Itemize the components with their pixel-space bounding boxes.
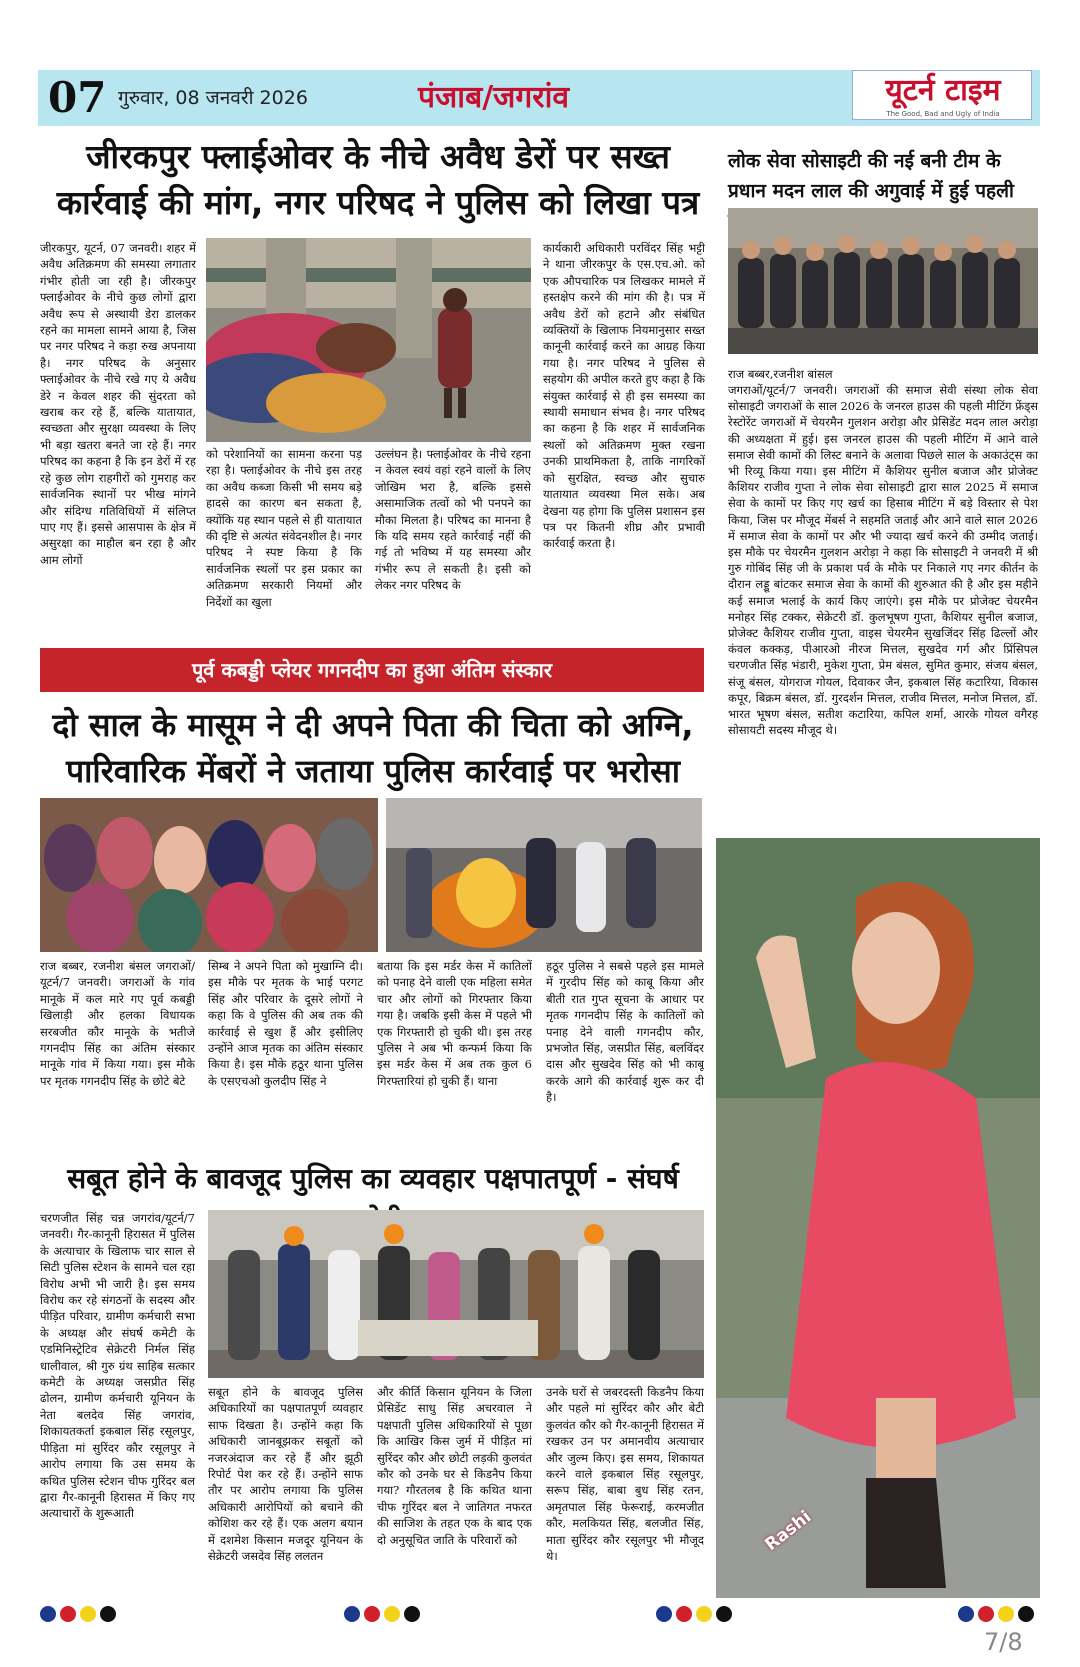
story2-column-4: हठूर पुलिस ने सबसे पहले इस मामले में गुरदीप सिंह को काबू किया और बीती रात गुप्त सूचना के आधार पर मृतक गगनदीप सिंह के कातिलों को पनाह देने वाली गगनदीप कौर, प्रभजोत सिंह, जसप्रीत सिंह, बलविंदर दास और सुखदेव सिंह को भी काबू करके आगे की कार्रवाई शुरू कर दी है। (546, 959, 704, 1105)
story2-column-1: राज बब्बर, रजनीश बंसल जगराओं/यूटर्न/7 जनवरी। जगराओं के गांव मानूके में कल मारे गए पूर्व कबड्डी खिलाड़ी और हलका विधायक सरबजीत कौर मानूके के भतीजे गगनदीप सिंह का अंतिम संस्कार मानूके गांव में किया गया। इस मौके पर मृतक गगनदीप सिंह के छोटे बेटे (40, 959, 195, 1088)
meeting-photo (728, 208, 1038, 354)
story3-headline: सबूत होने के बावजूद पुलिस का व्यवहार पक्षपातपूर्ण - संघर्ष (67, 1162, 679, 1195)
ad-photo (716, 838, 1040, 1598)
encampment-photo (206, 238, 531, 442)
story1-headline: जीरकपुर फ्लाईओवर के नीचे अवैध डेरों पर सख्त कार्रवाई की मांग, नगर परिषद ने पुलिस को लिखा पत्र (56, 137, 700, 222)
story-right-headline: लोक सेवा सोसाइटी की नई बनी टीम के प्रधान मदन लाल की अगुवाई में हुई पहली (728, 150, 1014, 202)
ad-watermark-label: Rashi (761, 1506, 816, 1556)
registration-dots-2 (344, 1606, 434, 1624)
protest-photo (208, 1210, 704, 1378)
protest-image (208, 1210, 704, 1378)
story3-column-3: और कीर्ति किसान यूनियन के जिला प्रेसिडेंट साधु सिंह अचरवाल ने पक्षपाती पुलिस अधिकारियों से पूछा कि आखिर किस जुर्म में पीड़ित मां सुरिंदर कौर और छोटी लड़की कुलवंत कौर को उनके घर से किडनैप किया गया? गौरतलब है कि कथित थाना चीफ गुरिंदर बल ने जातिगत नफरत की साजिश के तहत एक के बाद एक दो अनुसूचित जाति के परिवारों को (377, 1385, 532, 1547)
story1-column-4: कार्यकारी अधिकारी परविंदर सिंह भट्टी ने थाना जीरकपुर के एस.एच.ओ. को एक औपचारिक पत्र लिखकर मामले में हस्तक्षेप करने की मांग की है। पत्र में अवैध डेरों को हटाने और संबंधित व्यक्तियों के खिलाफ नियमानुसार सख्त कानूनी कार्रवाई करने का आग्रह किया गया है। नगर परिषद ने पुलिस से सहयोग की अपील करते हुए कहा है कि संयुक्त कार्रवाई से ही इस समस्या का स्थायी समाधान संभव है। नगर परिषद का कहना है कि शहर में सार्वजनिक स्थलों को अतिक्रमण मुक्त रखना उनकी प्राथमिकता है, ताकि नागरिकों को सुरक्षित, स्वच्छ और सुचारु यातायात व्यवस्था मिल सके। अब देखना यह होगा कि पुलिस प्रशासन इस पत्र पर कितनी शीघ्र और प्रभावी कार्रवाई करता है। (543, 241, 705, 551)
story1-column-2: को परेशानियों का सामना करना पड़ रहा है। फ्लाईओवर के नीचे इस तरह का अवैध कब्जा किसी भी समय बड़े हादसे का कारण बन सकता है, क्योंकि यह स्थान पहले से ही यातायात की दृष्टि से अत्यंत संवेदनशील है। नगर परिषद ने स्पष्ट किया है कि सार्वजनिक स्थलों पर इस प्रकार का अतिक्रमण सरकारी नियमों और निर्देशों का खुला (206, 447, 362, 609)
story3-column-4: उनके घरों से जबरदस्ती किडनैप किया और पहले मां सुरिंदर कौर और बेटी कुलवंत कौर को गैर-कानूनी हिरासत में रखकर उन पर अमानवीय अत्याचार और जुल्म किए। इस समय, शिकायत करने वाले इकबाल सिंह रसूलपुर, सरूप सिंह, बाबा बुध सिंह रतन, अमृतपाल सिंह फेरूराई, करमजीत कौर, मलकियत सिंह, बलजीत सिंह, माता सुरिंदर कौर रसूलपुर भी मौजूद थे। (546, 1385, 704, 1564)
cremation-image (386, 798, 702, 952)
section-title: पंजाब/जगरांव (418, 80, 570, 115)
mourners-image (40, 798, 378, 952)
logo-text: यूटर्न टाइम (885, 73, 1001, 108)
story-right-body: जगराओं/यूटर्न/7 जनवरी। जगराओं की समाज सेवी संस्था लोक सेवा सोसाइटी जगराओं के साल 2026 के जनरल हाउस की पहली मीटिंग फ्रेंड्स रेस्टोरेंट जगराओं में चेयरमैन गुलशन अरोड़ा और प्रेसिडेंट मदन लाल अरोड़ा की अध्यक्षता में हुई। इस जनरल हाउस की पहली मीटिंग में आने वाले समाज सेवी कामों की लिस्ट बनाने के अलावा पिछले साल के अकाउंट्स का भी रिव्यू किया गया। इस मीटिंग में कैशियर सुनील बजाज और प्रोजेक्ट कैशियर राजीव गुप्ता ने लोक सेवा सोसाइटी द्वारा साल 2025 में समाज सेवा के कामों पर किए गए खर्च का हिसाब मीटिंग में बड़े विस्तार से पेश किया, जिस पर मौजूद मेंबर्स ने सहमति जताई और आने वाले साल 2026 में समाज सेवा के कामों पर और भी ज्यादा खर्च करने की उम्मीद जताई। इस मौके पर चेयरमैन गुलशन अरोड़ा ने कहा कि सोसाइटी ने जनवरी में श्री गुरु गोबिंद सिंह जी के प्रकाश पर्व के मौके पर निकाले गए नगर कीर्तन के दौरान लड्डू बांटकर समाज सेवा के कामों की शुरुआत की है और इस महीने कई समाज भलाई के कार्य किए जाएंगे। इस मौके पर प्रोजेक्ट चेयरमैन मनोहर सिंह टक्कर, सेक्रेटरी डॉ. कुलभूषण गुप्ता, कैशियर सुनील बजाज, प्रोजेक्ट कैशियर राजीव गुप्ता, वाइस चेयरमैन सुखजिंदर सिंह ढिल्लों और कंवल कक्कड़, पीआरओ नीरज मित्तल, सुखदेव गर्ग और प्रिंसिपल चरणजीत सिंह भंडारी, मुकेश गुप्ता, प्रेम बंसल, सुमित कुमार, संजय बंसल, संजू बंसल, योगराज गोयल, दिवाकर जैन, इकबाल सिंह कटारिया, विकास कपूर, बिक्रम बंसल, डॉ. गुरदर्शन मित्तल, राजीव मित्तल, मनोज मित्तल, डॉ. भारत भूषण बंसल, सतीश कटारिया, कपिल शर्मा, आरके गोयल वगैरह सोसायटी सदस्य मौजूद थे। (728, 383, 1038, 738)
story2-kicker-band (40, 648, 704, 692)
story1-column-1: जीरकपुर, यूटर्न, 07 जनवरी। शहर में अवैध अतिक्रमण की समस्या लगातार गंभीर होती जा रही है। जीरकपुर फ्लाईओवर के नीचे कुछ लोगों द्वारा अवैध रूप से अस्थायी डेरा डालकर रहने का मामला सामने आया है, जिस पर नगर परिषद ने कड़ा रुख अपनाया है। नगर परिषद के अनुसार फ्लाईओवर के नीचे रखे गए ये अवैध डेरे न केवल शहर की सुंदरता को खराब कर रहे हैं, बल्कि यातायात, स्वच्छता और सुरक्षा व्यवस्था के लिए भी बड़ा खतरा बनते जा रहे हैं। नगर परिषद का कहना है कि इन डेरों में रह रहे कुछ लोग राहगीरों को गुमराह कर सार्वजनिक स्थानों पर भीख मांगने और संदिग्ध गतिविधियों में संलिप्त पाए गए हैं। इससे आसपास के क्षेत्र में असुरक्षा का माहौल बन रहा है और आम लोगों (40, 241, 196, 567)
story2-kicker: पूर्व कबड्डी प्लेयर गगनदीप का हुआ अंतिम संस्कार (191, 658, 553, 682)
story3-column-2: सबूत होने के बावजूद पुलिस अधिकारियों का पक्षपातपूर्ण व्यवहार साफ दिखता है। उन्होंने कहा कि अधिकारी जानबूझकर सबूतों को नजरअंदाज कर रहे हैं और झूठी रिपोर्ट पेश कर रहे हैं। उन्होंने साफ तौर पर आरोप लगाया कि पुलिस अधिकारी आरोपियों को बचाने की कोशिश कर रहे हैं। एक अलग बयान में दशमेश किसान मजदूर यूनियन के सेक्रेटरी जसदेव सिंह ललतन (208, 1385, 363, 1564)
model-image (716, 838, 1040, 1598)
story2-headline: दो साल के मासूम ने दी अपने पिता की चिता को अग्नि, पारिवारिक मेंबरों ने जताया पुलिस कार्रवाई पर भरोसा (52, 706, 694, 790)
story3-column-1: चरणजीत सिंह चन्न जगरांव/यूटर्न/7 जनवरी। गैर-कानूनी हिरासत में पुलिस के अत्याचार के खिलाफ चार साल से सिटी पुलिस स्टेशन के सामने चल रहा विरोध अभी भी जारी है। इस समय विरोध कर रहे संगठनों के सदस्य और पीड़ित परिवार, ग्रामीण कर्मचारी सभा के अध्यक्ष और संघर्ष कमेटी के एडमिनिस्ट्रेटिव सेक्रेटरी निर्मल सिंह धालीवाल, श्री गुरु ग्रंथ साहिब सत्कार कमेटी के अध्यक्ष जसप्रीत सिंह ढोलन, ग्रामीण कर्मचारी यूनियन के नेता बलदेव सिंह जगरांव, शिकायतकर्ता इकबाल सिंह रसूलपुर, पीड़िता मां सुरिंदर कौर रसूलपुर ने आरोप लगाया कि उस समय के कथित पुलिस स्टेशन चीफ गुरिंदर बल द्वारा गैर-कानूनी हिरासत में किए गए अत्याचारों के शुरूआती (40, 1211, 195, 1521)
mourners-photo (40, 798, 378, 952)
issue-date: गुरुवार, 08 जनवरी 2026 (118, 87, 308, 109)
registration-dots-3 (656, 1606, 746, 1624)
cremation-photo (386, 798, 702, 952)
registration-dots-4 (958, 1606, 1048, 1624)
story1-photo (206, 238, 531, 442)
story2-column-2: सिम्ब ने अपने पिता को मुखाग्नि दी। इस मौके पर मृतक के भाई परगट सिंह और परिवार के दूसरे लोगों ने कहा कि वे पुलिस की अब तक की कार्रवाई से खुश हैं और इसीलिए उन्होंने आज मृतक का अंतिम संस्कार किया है। इस मौके हठूर थाना पुलिस के एसएचओ कुलदीप सिंह ने (208, 959, 363, 1088)
story-right-byline: राज बब्बर,रजनीश बांसल (728, 367, 833, 381)
story2-column-3: बताया कि इस मर्डर केस में कातिलों को पनाह देने वाली एक महिला समेत चार और लोगों को गिरफ्तार किया गया है। जबकि इसी केस में पहले भी एक गिरफ्तारी हो चुकी थी। इस तरह पुलिस ने अब भी कन्फर्म किया कि इस मर्डर केस में अब तक कुल 6 गिरफ्तारियां हो चुकी हैं। थाना (377, 959, 532, 1088)
story1-column-3: उल्लंघन है। फ्लाईओवर के नीचे रहना न केवल स्वयं वहां रहने वालों के लिए जोखिम भरा है, बल्कि इससे असामाजिक तत्वों को भी पनपने का मौका मिलता है। परिषद का मानना है कि यदि समय रहते कार्रवाई नहीं की गई तो भविष्य में यह समस्या और गंभीर रूप ले सकती है। इसी को लेकर नगर परिषद के (375, 447, 531, 593)
page-number: 07 (48, 73, 107, 122)
group-photo (728, 208, 1038, 354)
registration-dots-1 (40, 1606, 130, 1624)
masthead-logo (852, 70, 1032, 120)
page-counter: 7/8 (984, 1628, 1023, 1656)
logo-tagline: The Good, Bad and Ugly of India (886, 110, 1000, 118)
